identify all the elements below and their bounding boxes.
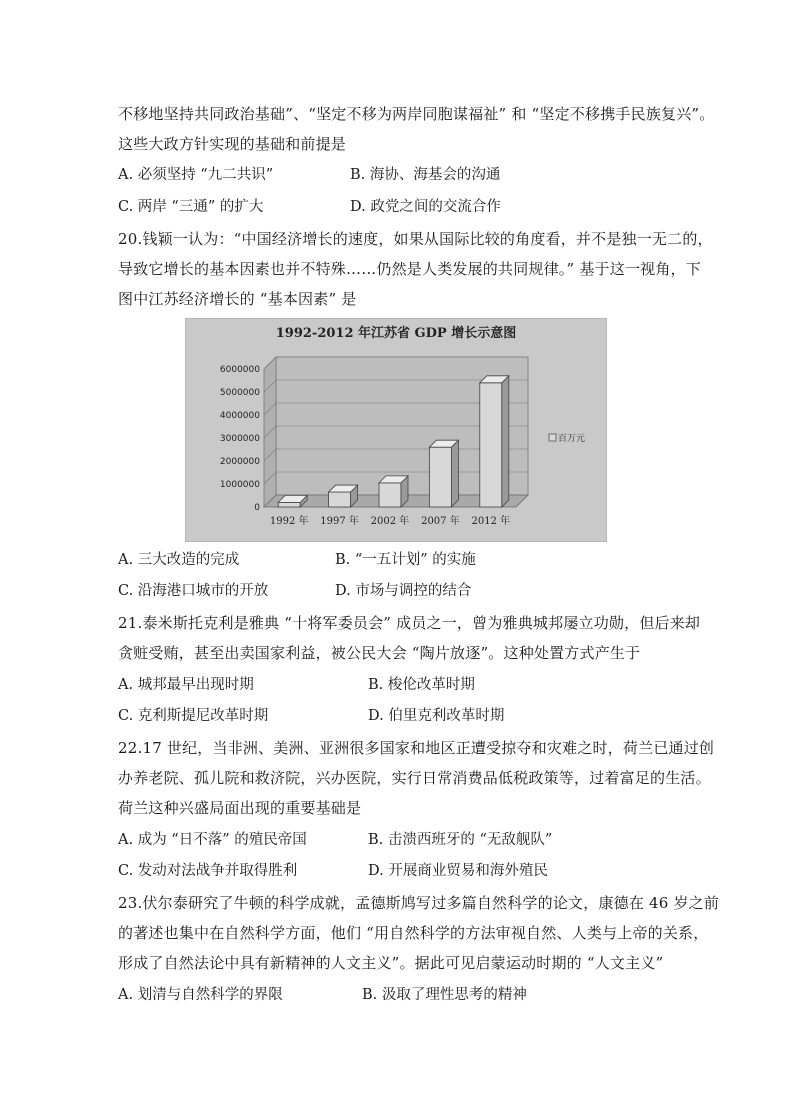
y-tick-label: 0 [254, 503, 260, 513]
x-tick-label: 1992 年 [269, 516, 309, 527]
y-tick-label: 6000000 [219, 365, 260, 375]
gdp-chart [185, 318, 607, 542]
q19-option-c: C. 两岸 “三通” 的扩大 [118, 199, 264, 215]
q21-option-c: C. 克利斯提尼改革时期 [118, 708, 269, 724]
y-tick-label: 5000000 [219, 388, 260, 398]
q20-option-a: A. 三大改造的完成 [118, 552, 240, 568]
legend-swatch [549, 434, 556, 441]
y-tick-label: 1000000 [219, 480, 260, 490]
q20-line-1: 20.钱颖一认为：“中国经济增长的速度，如果从国际比较的角度看，并不是独一无二的， [118, 230, 713, 248]
q20-line-3: 图中江苏经济增长的 “基本因素” 是 [118, 290, 357, 308]
bar [429, 440, 458, 507]
q22-line-1: 22.17 世纪，当非洲、美洲、亚洲很多国家和地区正遭受掠夺和灾难之时，荷兰已通过创 [118, 739, 715, 757]
q23-option-a: A. 划清与自然科学的界限 [118, 987, 283, 1003]
legend-label: 百万元 [558, 434, 586, 444]
y-tick-label: 3000000 [219, 434, 260, 444]
chart-title: 1992-2012 年江苏省 GDP 增长示意图 [275, 326, 517, 341]
q23-option-b: B. 汲取了理性思考的精神 [362, 987, 527, 1003]
q22-line-3: 荷兰这种兴盛局面出现的重要基础是 [118, 799, 362, 817]
q19-line-2: 这些大政方针实现的基础和前提是 [118, 135, 347, 153]
bar [329, 485, 358, 507]
q21-line-2: 贪赃受贿，甚至出卖国家利益，被公民大会 “陶片放逐”。这种处置方式产生于 [118, 644, 641, 662]
q19-line-1: 不移地坚持共同政治基础”、“坚定不移为两岸同胞谋福祉” 和 “坚定不移携手民族复兴”。 [118, 105, 715, 123]
gdp-chart-svg [186, 319, 606, 541]
q22-option-a: A. 成为 “日不落” 的殖民帝国 [118, 832, 307, 848]
q21-option-b: B. 梭伦改革时期 [368, 677, 475, 693]
q22-line-2: 办养老院、孤儿院和救济院，兴办医院，实行日常消费品低税政策等，过着富足的生活。 [118, 769, 711, 787]
y-tick-label: 2000000 [219, 457, 260, 467]
q22-option-c: C. 发动对法战争并取得胜利 [118, 863, 298, 879]
q21-option-d: D. 伯里克利改革时期 [368, 708, 505, 724]
x-tick-label: 2002 年 [370, 516, 410, 527]
q20-line-2: 导致它增长的基本因素也并不特殊……仍然是人类发展的共同规律。” 基于这一视角，下 [118, 260, 701, 278]
x-tick-label: 1997 年 [320, 516, 359, 527]
q22-option-d: D. 开展商业贸易和海外殖民 [368, 863, 548, 879]
bar [379, 476, 408, 507]
q19-option-b: B. 海协、海基会的沟通 [350, 167, 501, 183]
q23-line-1: 23.伏尔泰研究了牛顿的科学成就，孟德斯鸠写过多篇自然科学的论文，康德在 46 岁之前 [118, 894, 720, 912]
q19-option-d: D. 政党之间的交流合作 [350, 199, 501, 215]
bar-front [480, 383, 502, 507]
q21-option-a: A. 城邦最早出现时期 [118, 677, 254, 693]
bar-side [451, 440, 458, 507]
x-tick-label: 2007 年 [421, 516, 460, 527]
q23-line-3: 形成了自然法论中具有新精神的人文主义”。据此可见启蒙运动时期的 “人文主义” [118, 954, 664, 972]
q20-option-c: C. 沿海港口城市的开放 [118, 583, 269, 599]
bar-front [329, 492, 351, 507]
chart-legend [549, 433, 585, 444]
bar [480, 376, 509, 507]
q21-line-1: 21.泰米斯托克利是雅典 “十将军委员会” 成员之一，曾为雅典城邦屡立功勋，但后来却 [118, 614, 701, 632]
bar-front [379, 483, 401, 507]
q20-option-b: B. “一五计划” 的实施 [335, 552, 476, 568]
q20-option-d: D. 市场与调控的结合 [335, 583, 472, 599]
q23-line-2: 的著述也集中在自然科学方面，他们 “用自然科学的方法审视自然、人类与上帝的关系， [118, 924, 709, 942]
bar-side [502, 376, 509, 507]
y-tick-label: 4000000 [219, 411, 260, 421]
x-tick-label: 2012 年 [471, 516, 511, 527]
q22-option-b: B. 击溃西班牙的 “无敌舰队” [368, 832, 553, 848]
bar-front [429, 447, 451, 507]
bar-front [278, 502, 300, 507]
q19-option-a: A. 必须坚持 “九二共识” [118, 167, 274, 183]
